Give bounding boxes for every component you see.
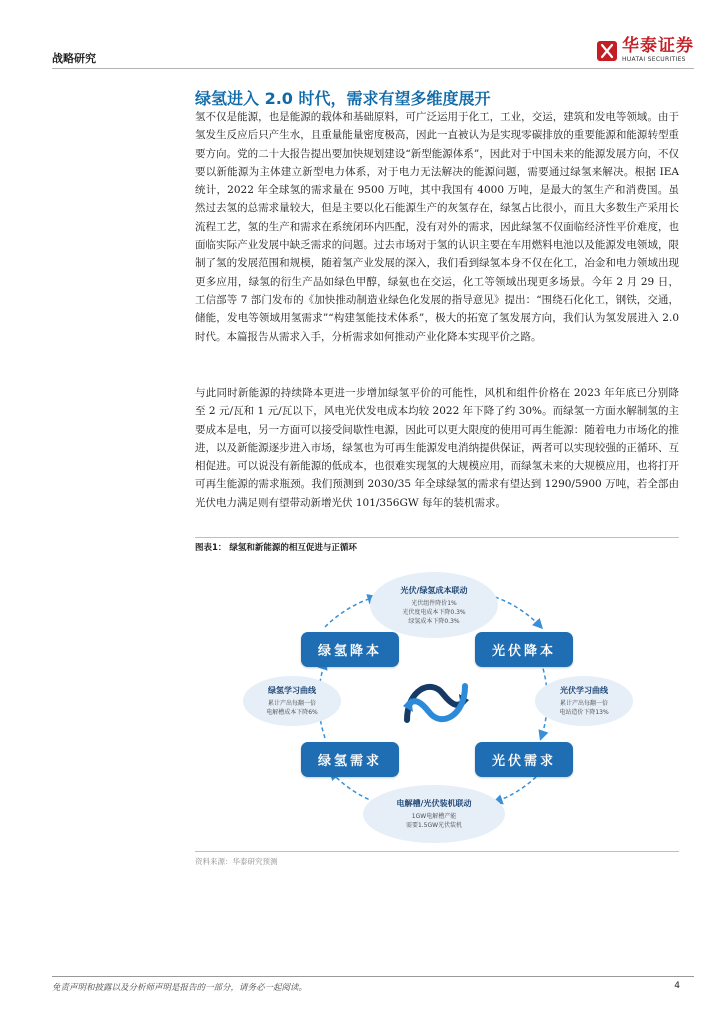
bubble-cost-linkage [370, 572, 498, 638]
bubble-cost-linkage-line: 光伏度电成本下降0.3% [402, 608, 466, 616]
body-paragraph-1: 氢不仅是能源，也是能源的载体和基础原料，可广泛运用于化工，工业，交运，建筑和发电等领域。由于氢发生反应后只产生水，且重量能量密度极高，因此一直被认为是实现零碳排放的重要能源和能源转型重要方向。党的二十大报告提出要加快规划建设“新型能源体系”，因此对于中国未来的能源发展方向，不仅要以新能源为主体建立新型电力体系，对于电力无法解决的能源问题，需要通过绿氢来解决。根据 IEA 统计，2022 年全球氢的需求量在 9500 万吨，其中我国有 4000 万吨，是最大的氢生产和消费国。虽然过去氢的总需求量较大，但是主要以化石能源生产的灰氢存在，绿氢占比很小，而且大多数生产采用长流程工艺，氢的生产和需求在系统闭环内匹配，没有对外的需求，因此绿氢不仅面临经济性平价难度，也面临实际产业发展中缺乏需求的问题。过去市场对于氢的认识主要在车用燃料电池以及能源发电领域，限制了氢的发展范围和规模，随着氢产业发展的深入，我们看到绿氢本身不仅在化工，冶金和电力领域出现更多应用，绿氢的衍生产品如绿色甲醇，绿氨也在交运，化工等领域出现更多场景。今年 2 月 29 日，工信部等 7 部门发布的《加快推动制造业绿色化发展的指导意见》提出：“围绕石化化工，钢铁，交通，储能，发电等领域用氢需求”“构建氢能技术体系”，极大的拓宽了氢发展方向，我们认为氢发展进入 2.0 时代。本篇报告从需求入手，分析需求如何推动产业化降本实现平价之路。 [195, 111, 679, 343]
footer-divider [52, 976, 694, 977]
logo-chinese-name: 华泰证券 [622, 36, 694, 56]
bubble-pv-learning-curve [535, 676, 633, 726]
cycle-swirl-icon [403, 686, 469, 720]
bubble-h2-learning-line: 累计产出每翻一倍 [267, 700, 316, 707]
bubble-cost-linkage-line: 光伏组件降价1% [411, 599, 457, 607]
figure-source: 资料来源：华泰研究预测 [195, 857, 278, 866]
page-number: 4 [674, 981, 680, 991]
bubble-install-linkage [363, 785, 505, 843]
bubble-install-linkage-line: 1GW电解槽产能 [411, 813, 457, 820]
body-paragraph-2: 与此同时新能源的持续降本更进一步增加绿氢平价的可能性，风机和组件价格在 2023 年年底已分别降至 2 元/瓦和 1 元/瓦以下，风电光伏发电成本均较 2022 年下降了约 30%。而绿氢一方面水解制氢的主要成本是电，另一方面可以接受间歇性电源，因此可以更大限度的使用可再生能源：随着电力市场化的推进，以及新能源逐步进入市场，绿氢也为可再生能源发电消纳提供保证，两者可以实现较强的正循环、互相促进。可以说没有新能源的低成本，也很难实现氢的大规模应用，而绿氢未来的大规模应用，也将打开可再生能源的需求瓶颈。我们预测到 2030/35 年全球绿氢的需求有望达到 1290/5900 万吨，若全部由光伏电力满足则有望带动新增光伏 101/356GW 每年的装机需求。 [195, 387, 679, 509]
huatai-logo-icon [596, 40, 618, 62]
figure-top-rule [195, 537, 679, 538]
logo-english-name: HUATAI SECURITIES [622, 56, 686, 63]
node-green-h2-demand: 绿氢需求 [301, 742, 399, 777]
node-pv-cost-down: 光伏降本 [475, 632, 573, 667]
bubble-h2-learning-line: 电解槽成本下降6% [266, 709, 318, 716]
bubble-h2-learning-title: 绿氢学习曲线 [268, 686, 316, 695]
huatai-logo [596, 38, 694, 63]
header-divider [52, 68, 694, 69]
bubble-pv-learning-line: 电站造价下降13% [559, 709, 609, 716]
figure-caption: 图表1： 绿氢和新能源的相互促进与正循环 [195, 543, 357, 553]
bubble-pv-learning-line: 累计产出每翻一倍 [559, 700, 608, 707]
node-pv-demand: 光伏需求 [475, 742, 573, 777]
figure-bottom-rule [195, 851, 679, 852]
cycle-diagram [195, 552, 679, 848]
bubble-cost-linkage-title: 光伏/绿氢成本联动 [400, 585, 468, 595]
bubble-pv-learning-title: 光伏学习曲线 [560, 686, 608, 695]
bubble-h2-learning-curve [243, 676, 341, 726]
disclaimer-text: 免责声明和披露以及分析师声明是报告的一部分，请务必一起阅读。 [52, 983, 308, 993]
node-green-h2-cost-down: 绿氢降本 [301, 632, 399, 667]
section-label: 战略研究 [52, 52, 96, 65]
section-title: 绿氢进入 2.0 时代，需求有望多维度展开 [195, 89, 491, 108]
bubble-cost-linkage-line: 绿氢成本下降0.3% [408, 617, 460, 625]
bubble-install-linkage-line: 需要1.5GW光伏装机 [405, 822, 463, 829]
bubble-install-linkage-title: 电解槽/光伏装机联动 [396, 799, 472, 808]
